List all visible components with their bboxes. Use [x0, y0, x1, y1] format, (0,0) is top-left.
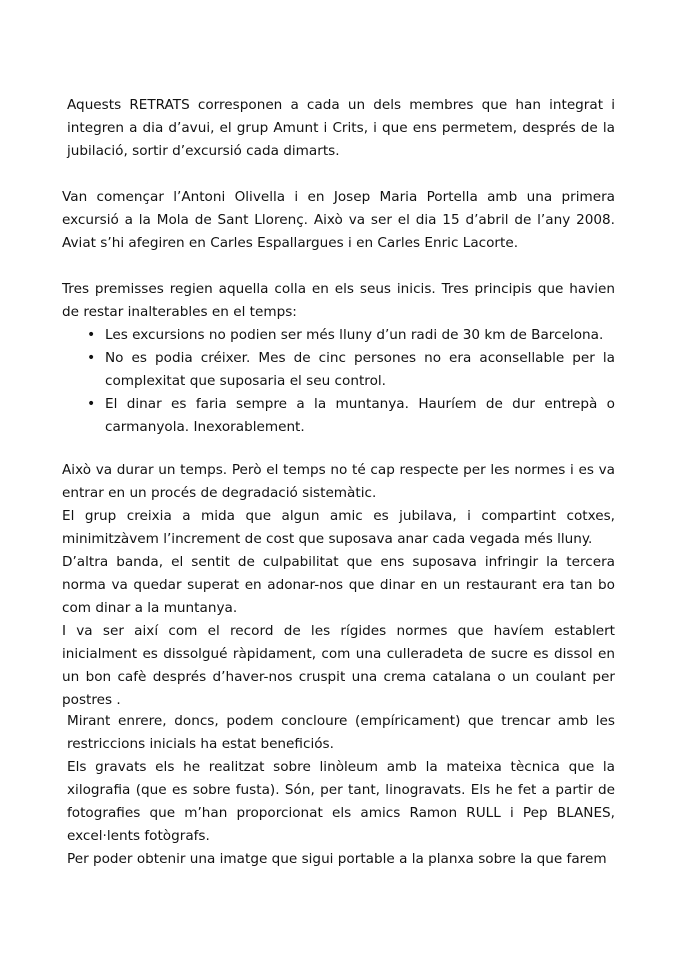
- list-item: • No es podia créixer. Mes de cinc persones no era aconsellable per la complexitat que suposaria el seu control.: [62, 347, 615, 393]
- paragraph-text: Això va durar un temps. Però el temps no té cap respecte per les normes i es va entrar en un procés de degradació sistemàtic.: [62, 462, 615, 501]
- paragraph-intro: [67, 94, 615, 163]
- paragraph-text: El grup creixia a mida que algun amic es jubilava, i compartint cotxes, minimitzàvem l’increment de cost que suposava anar cada vegada més lluny.: [62, 508, 615, 547]
- premises-list: [62, 324, 615, 439]
- list-item: • Les excursions no podien ser més lluny d’un radi de 30 km de Barcelona.: [62, 324, 615, 347]
- paragraph-text: Mirant enrere, doncs, podem concloure (empíricament) que trencar amb les restriccions inicials ha estat beneficiós.: [67, 713, 615, 752]
- list-item: • El dinar es faria sempre a la muntanya. Hauríem de dur entrepà o carmanyola. Inexorablement.: [62, 393, 615, 439]
- paragraph-text: I va ser així com el record de les rígides normes que havíem establert inicialment es dissolgué ràpidament, com una culleradeta de sucre es dissol en un bon cafè després d’haver-nos cruspit una crema catalana o un coulant per postres .: [62, 623, 615, 708]
- paragraph-degradation: [62, 459, 615, 712]
- paragraph-conclusion: [67, 710, 615, 848]
- paragraph-text: D’altra banda, el sentit de culpabilitat que ens suposava infringir la tercera norma va quedar superat en adonar-nos que dinar en un restaurant era tan bo com dinar a la muntanya.: [62, 554, 615, 616]
- paragraph-text: Van començar l’Antoni Olivella i en Josep Maria Portella amb una primera excursió a la Mola de Sant Llorenç. Això va ser el dia 15 d’abril de l’any 2008. Aviat s’hi afegiren en Carles Espallargues i en Carles Enric Lacorte.: [62, 189, 615, 251]
- paragraph-text: Per poder obtenir una imatge que sigui portable a la planxa sobre la que farem: [67, 851, 607, 867]
- paragraph-premises: [62, 278, 615, 439]
- paragraph-origins: [62, 186, 615, 255]
- paragraph-text: Tres premisses regien aquella colla en els seus inicis. Tres principis que havien de restar inalterables en el temps:: [62, 281, 615, 320]
- paragraph-closing: [67, 848, 615, 871]
- paragraph-text: Els gravats els he realitzat sobre linòleum amb la mateixa tècnica que la xilografia (que es sobre fusta). Són, per tant, linogravats. Els he fet a partir de fotografies que m’han proporcionat els amics Ramon RULL i Pep BLANES, excel·lents fotògrafs.: [67, 759, 615, 844]
- paragraph-text: Aquests RETRATS corresponen a cada un dels membres que han integrat i integren a dia d’avui, el grup Amunt i Crits, i que ens permetem, després de la jubilació, sortir d’excursió cada dimarts.: [67, 97, 615, 159]
